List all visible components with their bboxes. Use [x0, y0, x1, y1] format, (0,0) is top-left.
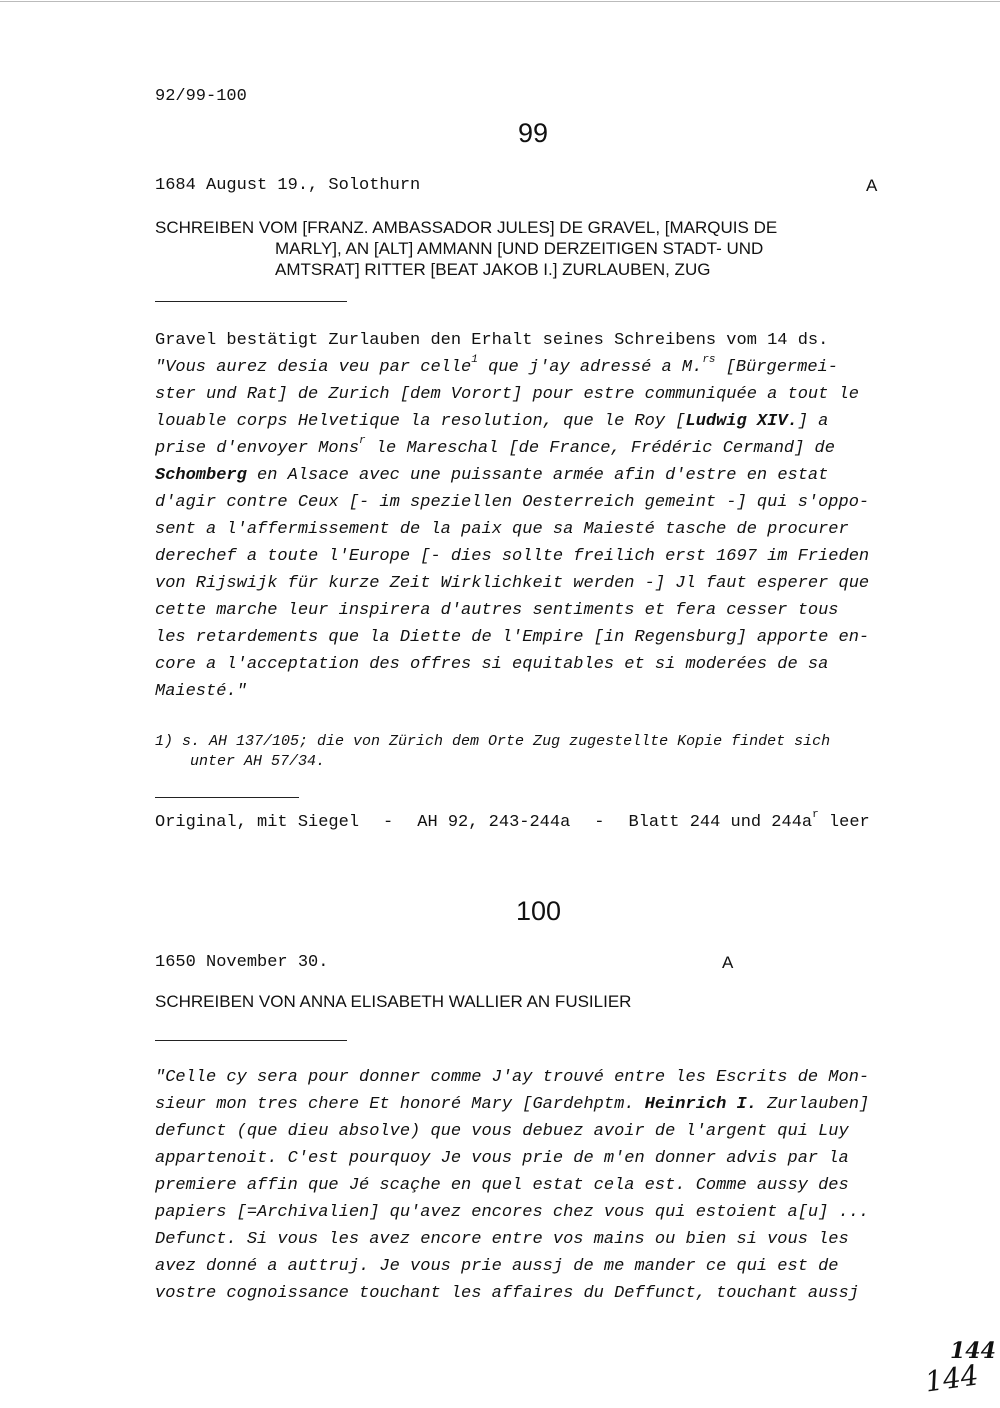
quote-line: defunct (que dieu absolve) que vous debuez avoir de l'argent qui Luy: [155, 1122, 849, 1141]
document-date: 1650 November 30.: [155, 953, 329, 972]
quote-line: ster und Rat] de Zurich [dem Vorort] pour estre communiquée a tout le: [155, 385, 859, 404]
handwritten-folio-number: 144: [922, 1358, 981, 1399]
footnote-line: unter AH 57/34.: [190, 753, 326, 770]
quote-line: Defunct. Si vous les avez encore entre vos mains ou bien si vous les: [155, 1230, 849, 1249]
quote-line: Maiesté.": [155, 682, 247, 701]
quote-line: "Celle cy sera pour donner comme J'ay trouvé entre les Escrits de Mon-: [155, 1068, 870, 1087]
quote-line: "Vous aurez desia veu par celle$^1$ que j'ay adressé a M.$^{rs}$ [Bürgermei-: [155, 354, 838, 377]
quote-line: appartenoit. C'est pourquoy Je vous prie de m'en donner advis par la: [155, 1149, 849, 1168]
quote-paragraph: [155, 354, 915, 705]
quote-line: cette marche leur inspirera d'autres sentiments et fera cesser tous: [155, 601, 839, 620]
quote-line: Schomberg en Alsace avec une puissante armée afin d'estre en estat: [155, 466, 829, 485]
section-divider: [155, 797, 299, 798]
quote-line: core a l'acceptation des offres si equitables et si moderées de sa: [155, 655, 829, 674]
folio-number-stamp: 144: [950, 1338, 996, 1364]
source-note: Original, mit Siegel - AH 92, 243-244a - Blatt 244 und $244a^r$ leer: [155, 809, 870, 832]
document-mark: A: [866, 176, 878, 195]
document-number: 100: [516, 896, 562, 926]
quote-line: von Rijswijk für kurze Zeit Wirklichkeit werden -] Jl faut esperer que: [155, 574, 870, 593]
section-divider: [155, 1040, 347, 1041]
quote-line: d'agir contre Ceux [- im speziellen Oesterreich gemeint -] qui s'oppo-: [155, 493, 870, 512]
quote-line: les retardements que la Diette de l'Empire [in Regensburg] apporte en-: [155, 628, 870, 647]
document-number: 99: [518, 118, 549, 148]
document-title-line: AMTSRAT] RITTER [BEAT JAKOB I.] ZURLAUBEN, ZUG: [275, 260, 711, 279]
quote-line: derechef a toute l'Europe [- dies sollte freilich erst 1697 im Frieden: [155, 547, 870, 566]
document-title: SCHREIBEN VON ANNA ELISABETH WALLIER AN FUSILIER: [155, 992, 632, 1011]
section-divider: [155, 301, 347, 302]
page-reference: 92/99-100: [155, 87, 247, 106]
quote-line: prise d'envoyer Mons$^r$ le Mareschal [de France, Frédéric Cermand] de: [155, 435, 835, 458]
footnote-ref: 1: [471, 354, 478, 367]
quote-paragraph: [155, 1064, 915, 1307]
document-title-line: SCHREIBEN VOM [FRANZ. AMBASSADOR JULES] DE GRAVEL, [MARQUIS DE: [155, 218, 778, 237]
quote-line: louable corps Helvetique la resolution, que le Roy [Ludwig XIV.] a: [155, 412, 829, 431]
page-top-edge: [0, 1, 1000, 2]
quote-line: avez donné a auttruj. Je vous prie aussj de me mander ce qui est de: [155, 1257, 839, 1276]
quote-line: vostre cognoissance touchant les affaires du Deffunct, touchant aussj: [155, 1284, 859, 1303]
summary-text: Gravel bestätigt Zurlauben den Erhalt seines Schreibens vom 14 ds.: [155, 331, 829, 350]
quote-line: sieur mon tres chere Et honoré Mary [Gardehptm. Heinrich I. Zurlauben]: [155, 1095, 870, 1114]
document-date: 1684 August 19., Solothurn: [155, 176, 421, 195]
document-mark: A: [722, 953, 734, 972]
quote-line: premiere affin que Jé scaçhe en quel estat cela est. Comme aussy des: [155, 1176, 849, 1195]
document-title-line: MARLY], AN [ALT] AMMANN [UND DERZEITIGEN STADT- UND: [275, 239, 764, 258]
quote-line: papiers [=Archivalien] qu'avez encores chez vous qui estoient a[u] ...: [155, 1203, 870, 1222]
quote-line: sent a l'affermissement de la paix que sa Maiesté tasche de procurer: [155, 520, 849, 539]
footnote-line: 1) s. AH 137/105; die von Zürich dem Orte Zug zugestellte Kopie findet sich: [155, 733, 831, 750]
